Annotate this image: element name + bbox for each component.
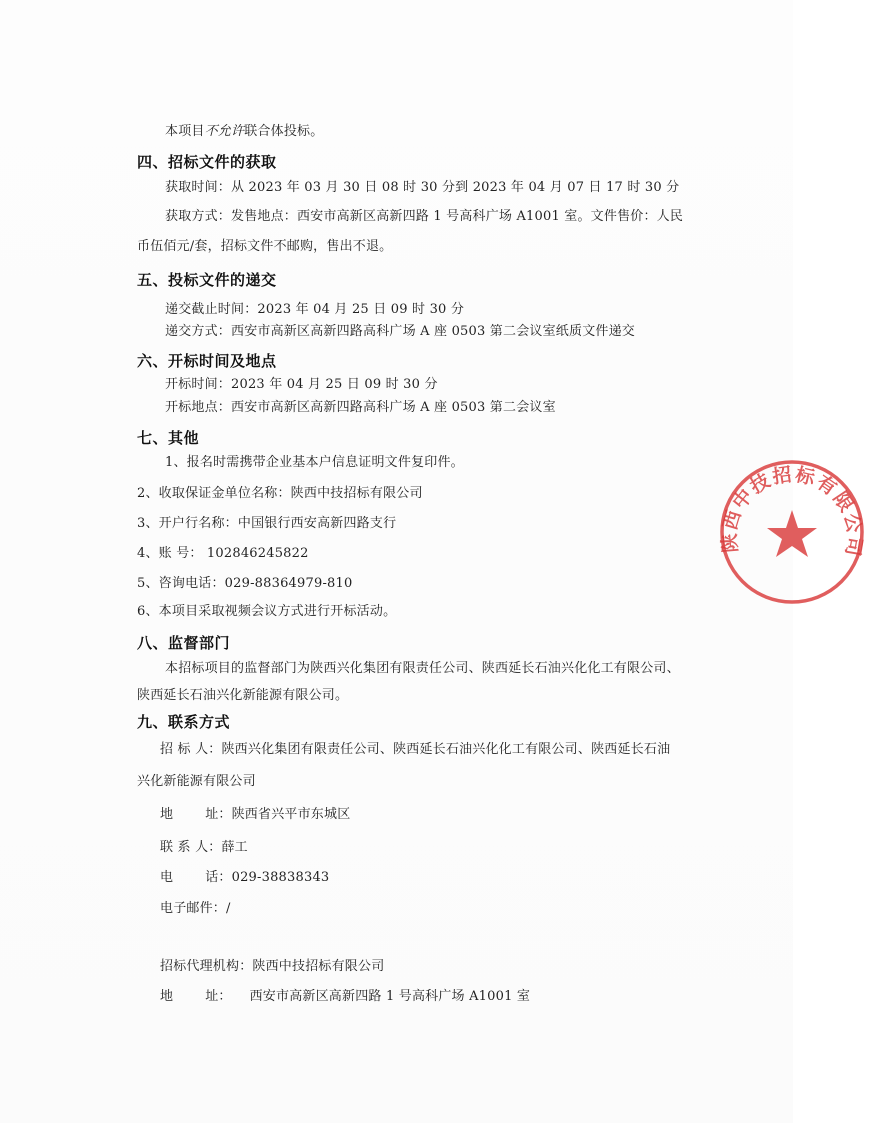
s8-line1: 本招标项目的监督部门为陕西兴化集团有限责任公司、陕西延长石油兴化化工有限公司、 — [165, 661, 680, 676]
s9-phone-line: 电 话：029-38838343 — [160, 870, 330, 885]
s7-item: 4、账 号： 102846245822 — [137, 546, 309, 561]
s5-deadline-line: 递交截止时间：2023 年 04 月 25 日 09 时 30 分 — [165, 302, 465, 317]
section-9-title: 九、联系方式 — [137, 713, 231, 731]
s9-phone-value: 029-38838343 — [231, 870, 330, 885]
s4-method-line2: 币伍佰元/套，招标文件不邮购，售出不退。 — [137, 239, 393, 254]
section-7-title: 七、其他 — [137, 429, 200, 447]
company-seal-stamp — [712, 452, 872, 612]
s4-time-line: 获取时间：从 2023 年 03 月 30 日 08 时 30 分到 2023 年 04 月 07 日 17 时 30 分 — [165, 180, 680, 195]
s9-bidder-line2: 兴化新能源有限公司 — [137, 774, 256, 789]
s8-line2: 陕西延长石油兴化新能源有限公司。 — [137, 688, 349, 703]
s5-method-line: 递交方式：西安市高新区高新四路高科广场 A 座 0503 第二会议室纸质文件递交 — [165, 324, 636, 339]
section-8-title: 八、监督部门 — [137, 634, 231, 652]
section-4-title: 四、招标文件的获取 — [137, 153, 277, 171]
s6-time-line: 开标时间：2023 年 04 月 25 日 09 时 30 分 — [165, 377, 438, 392]
s9-email-value: / — [226, 901, 231, 916]
s7-item: 2、收取保证金单位名称：陕西中技招标有限公司 — [137, 486, 423, 501]
s9-bidder-line1: 招 标 人：陕西兴化集团有限责任公司、陕西延长石油兴化化工有限公司、陕西延长石油 — [160, 742, 671, 757]
seal-star-icon — [767, 510, 817, 557]
s9-address-line: 地 址：陕西省兴平市东城区 — [160, 807, 351, 822]
s9-address-value: 陕西省兴平市东城区 — [231, 807, 351, 822]
consortium-line: 本项目不允许联合体投标。 — [165, 124, 324, 139]
s9-email-line: 电子邮件：/ — [160, 901, 231, 916]
section-5-title: 五、投标文件的递交 — [137, 271, 277, 289]
s9-agency-address-line: 地 址： 西安市高新区高新四路 1 号高科广场 A1001 室 — [160, 989, 531, 1004]
seal-text: 陕西中技招标有限公司 — [718, 463, 866, 560]
section-6-title: 六、开标时间及地点 — [137, 352, 277, 370]
s9-agency-address-value: 西安市高新区高新四路 1 号高科广场 A1001 室 — [249, 989, 531, 1004]
s7-item: 3、开户行名称：中国银行西安高新四路支行 — [137, 516, 397, 531]
s9-agency-line: 招标代理机构：陕西中技招标有限公司 — [160, 959, 385, 974]
s7-item: 5、咨询电话：029-88364979-810 — [137, 576, 353, 591]
s9-agency-value: 陕西中技招标有限公司 — [252, 959, 385, 974]
s9-contact-value: 薛工 — [221, 840, 248, 855]
s6-place-line: 开标地点：西安市高新区高新四路高科广场 A 座 0503 第二会议室 — [165, 400, 556, 415]
consortium-emphasis: 不允许 — [204, 124, 245, 139]
s4-method-line1: 获取方式：发售地点：西安市高新区高新四路 1 号高科广场 A1001 室。文件售价：人民 — [165, 209, 684, 224]
s7-item: 6、本项目采取视频会议方式进行开标活动。 — [137, 604, 397, 619]
s9-contact-line: 联 系 人：薛工 — [160, 840, 248, 855]
s7-item: 1、报名时需携带企业基本户信息证明文件复印件。 — [165, 455, 464, 470]
